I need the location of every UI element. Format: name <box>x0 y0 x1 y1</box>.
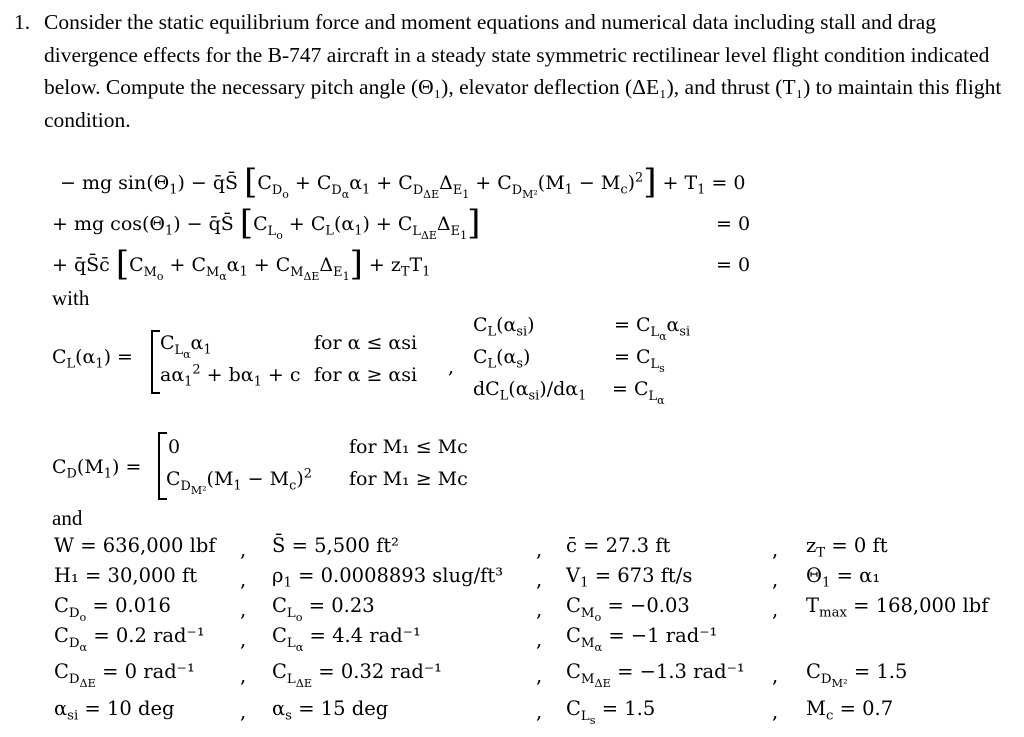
cl-condition-ge: for α ≥ αsi <box>314 364 418 386</box>
dcl-dalpha: $dC_L(\alpha_{si})/d\alpha_1$ <box>473 378 587 404</box>
data-cl0: $C_{L_o} = 0.23$ <box>272 594 375 624</box>
equation-moment: + q̄S̄c̄ $[C_{M_o} + C_{M_\alpha}\alpha_1 + C_{M_{\Delta E}}\Delta_{E_1}] + z_TT_1$ <box>52 244 431 285</box>
data-density: $\rho_1 = 0.0008893$ slug/ft³ <box>272 564 504 591</box>
cd-case-zero: 0 <box>168 436 181 458</box>
equation-z-force: + mg $\cos(\Theta_1)$ − q̄S̄ $[C_{L_o} + C_L(\alpha_1) + C_{L_{\Delta E}}\Delta_{E_1}]$ <box>52 203 481 244</box>
data-cls: $C_{L_s} = 1.5$ <box>566 697 656 727</box>
data-cd0: $C_{D_o} = 0.016$ <box>54 594 171 624</box>
cd-condition-le: for M₁ ≤ Mc <box>349 436 468 458</box>
data-clde: $C_{L_{\Delta E}} = 0.32$ rad⁻¹ <box>272 660 442 690</box>
data-theta1: $\Theta_1 = \alpha_1$ <box>806 564 881 591</box>
cl-function-lhs: $C_L(\alpha_1)$ = <box>52 346 133 372</box>
data-cm0: $C_{M_o} = -0.03$ <box>566 594 690 624</box>
equation-z-rhs: = 0 <box>716 213 751 235</box>
equation-x-force: − mg $\sin(\Theta_1)$ − q̄S̄ $[C_{D_o} + C_{D_\alpha}\alpha_1 + C_{D_{\Delta E}}\Delta_{E_1} + C_{D_{M^2}}(M_1 - M_c)^2] + T_1 = 0$ <box>60 162 746 203</box>
data-cda: $C_{D_\alpha} = 0.2$ rad⁻¹ <box>54 624 205 654</box>
cl-condition-le: for α ≤ αsi <box>314 332 418 354</box>
data-cla: $C_{L_\alpha} = 4.4$ rad⁻¹ <box>272 624 421 654</box>
data-cdm2: $C_{D_{M^2}} = 1.5$ <box>806 660 908 690</box>
data-cmde: $C_{M_{\Delta E}} = -1.3$ rad⁻¹ <box>566 660 745 690</box>
cl-at-as: $C_L(\alpha_s)$ <box>473 346 531 372</box>
data-mc: $M_c = 0.7$ <box>806 697 894 724</box>
data-wing-area: S̄ = 5,500 ft² <box>272 534 399 557</box>
data-chord: c̄ = 27.3 ft <box>566 534 671 557</box>
comma-separator: , <box>448 356 455 378</box>
dcl-dalpha-value: = $C_{L_\alpha}$ <box>612 378 665 407</box>
problem-text: Consider the static equilibrium force and moment equations and numerical data including stall and drag divergence effects for the B-747 aircraft in a steady state symmetric rectilinear level flight condition indicated below. Compute the necessary pitch angle (Θ₁), elevator deflection (ΔE₁), and thrust (T₁) to maintain this flight condition. <box>44 10 1002 132</box>
cd-case-divergence: $C_{D_{M^2}}(M_1 - M_c)^2$ <box>166 466 312 497</box>
data-alpha-si: $\alpha_{si} = 10$ deg <box>54 697 175 724</box>
data-thrust-offset: $z_T = 0$ ft <box>806 534 888 561</box>
and-label: and <box>52 506 83 530</box>
data-alpha-s: $\alpha_s = 15$ deg <box>272 697 389 724</box>
problem-statement <box>14 6 1014 136</box>
data-velocity: $V_1 = 673$ ft/s <box>566 564 693 591</box>
data-cma: $C_{M_\alpha} = -1$ rad⁻¹ <box>566 624 718 654</box>
with-label: with <box>52 286 90 310</box>
cl-at-as-value: = $C_{L_s}$ <box>614 346 665 375</box>
cl-bracket <box>151 330 160 394</box>
data-tmax: $T_{max} = 168,000$ lbf <box>806 594 989 621</box>
equation-moment-rhs: = 0 <box>716 254 751 276</box>
cd-condition-ge: for M₁ ≥ Mc <box>349 468 468 490</box>
data-cdde: $C_{D_{\Delta E}} = 0$ rad⁻¹ <box>54 660 195 690</box>
data-altitude: H₁ = 30,000 ft <box>54 564 198 587</box>
cd-function-lhs: $C_D(M_1)$ = <box>52 456 142 482</box>
problem-number: 1. <box>14 10 31 34</box>
cl-at-asi: $C_L(\alpha_{si})$ <box>473 314 535 340</box>
cl-case-quadratic: $a\alpha_1^2 + b\alpha_1 + c$ <box>160 362 301 390</box>
data-weight: W = 636,000 lbf <box>54 534 216 557</box>
cl-case-linear: $C_{L_\alpha}\alpha_1$ <box>160 332 212 361</box>
cl-at-asi-value: = $C_{L_\alpha}\alpha_{si}$ <box>614 314 691 343</box>
